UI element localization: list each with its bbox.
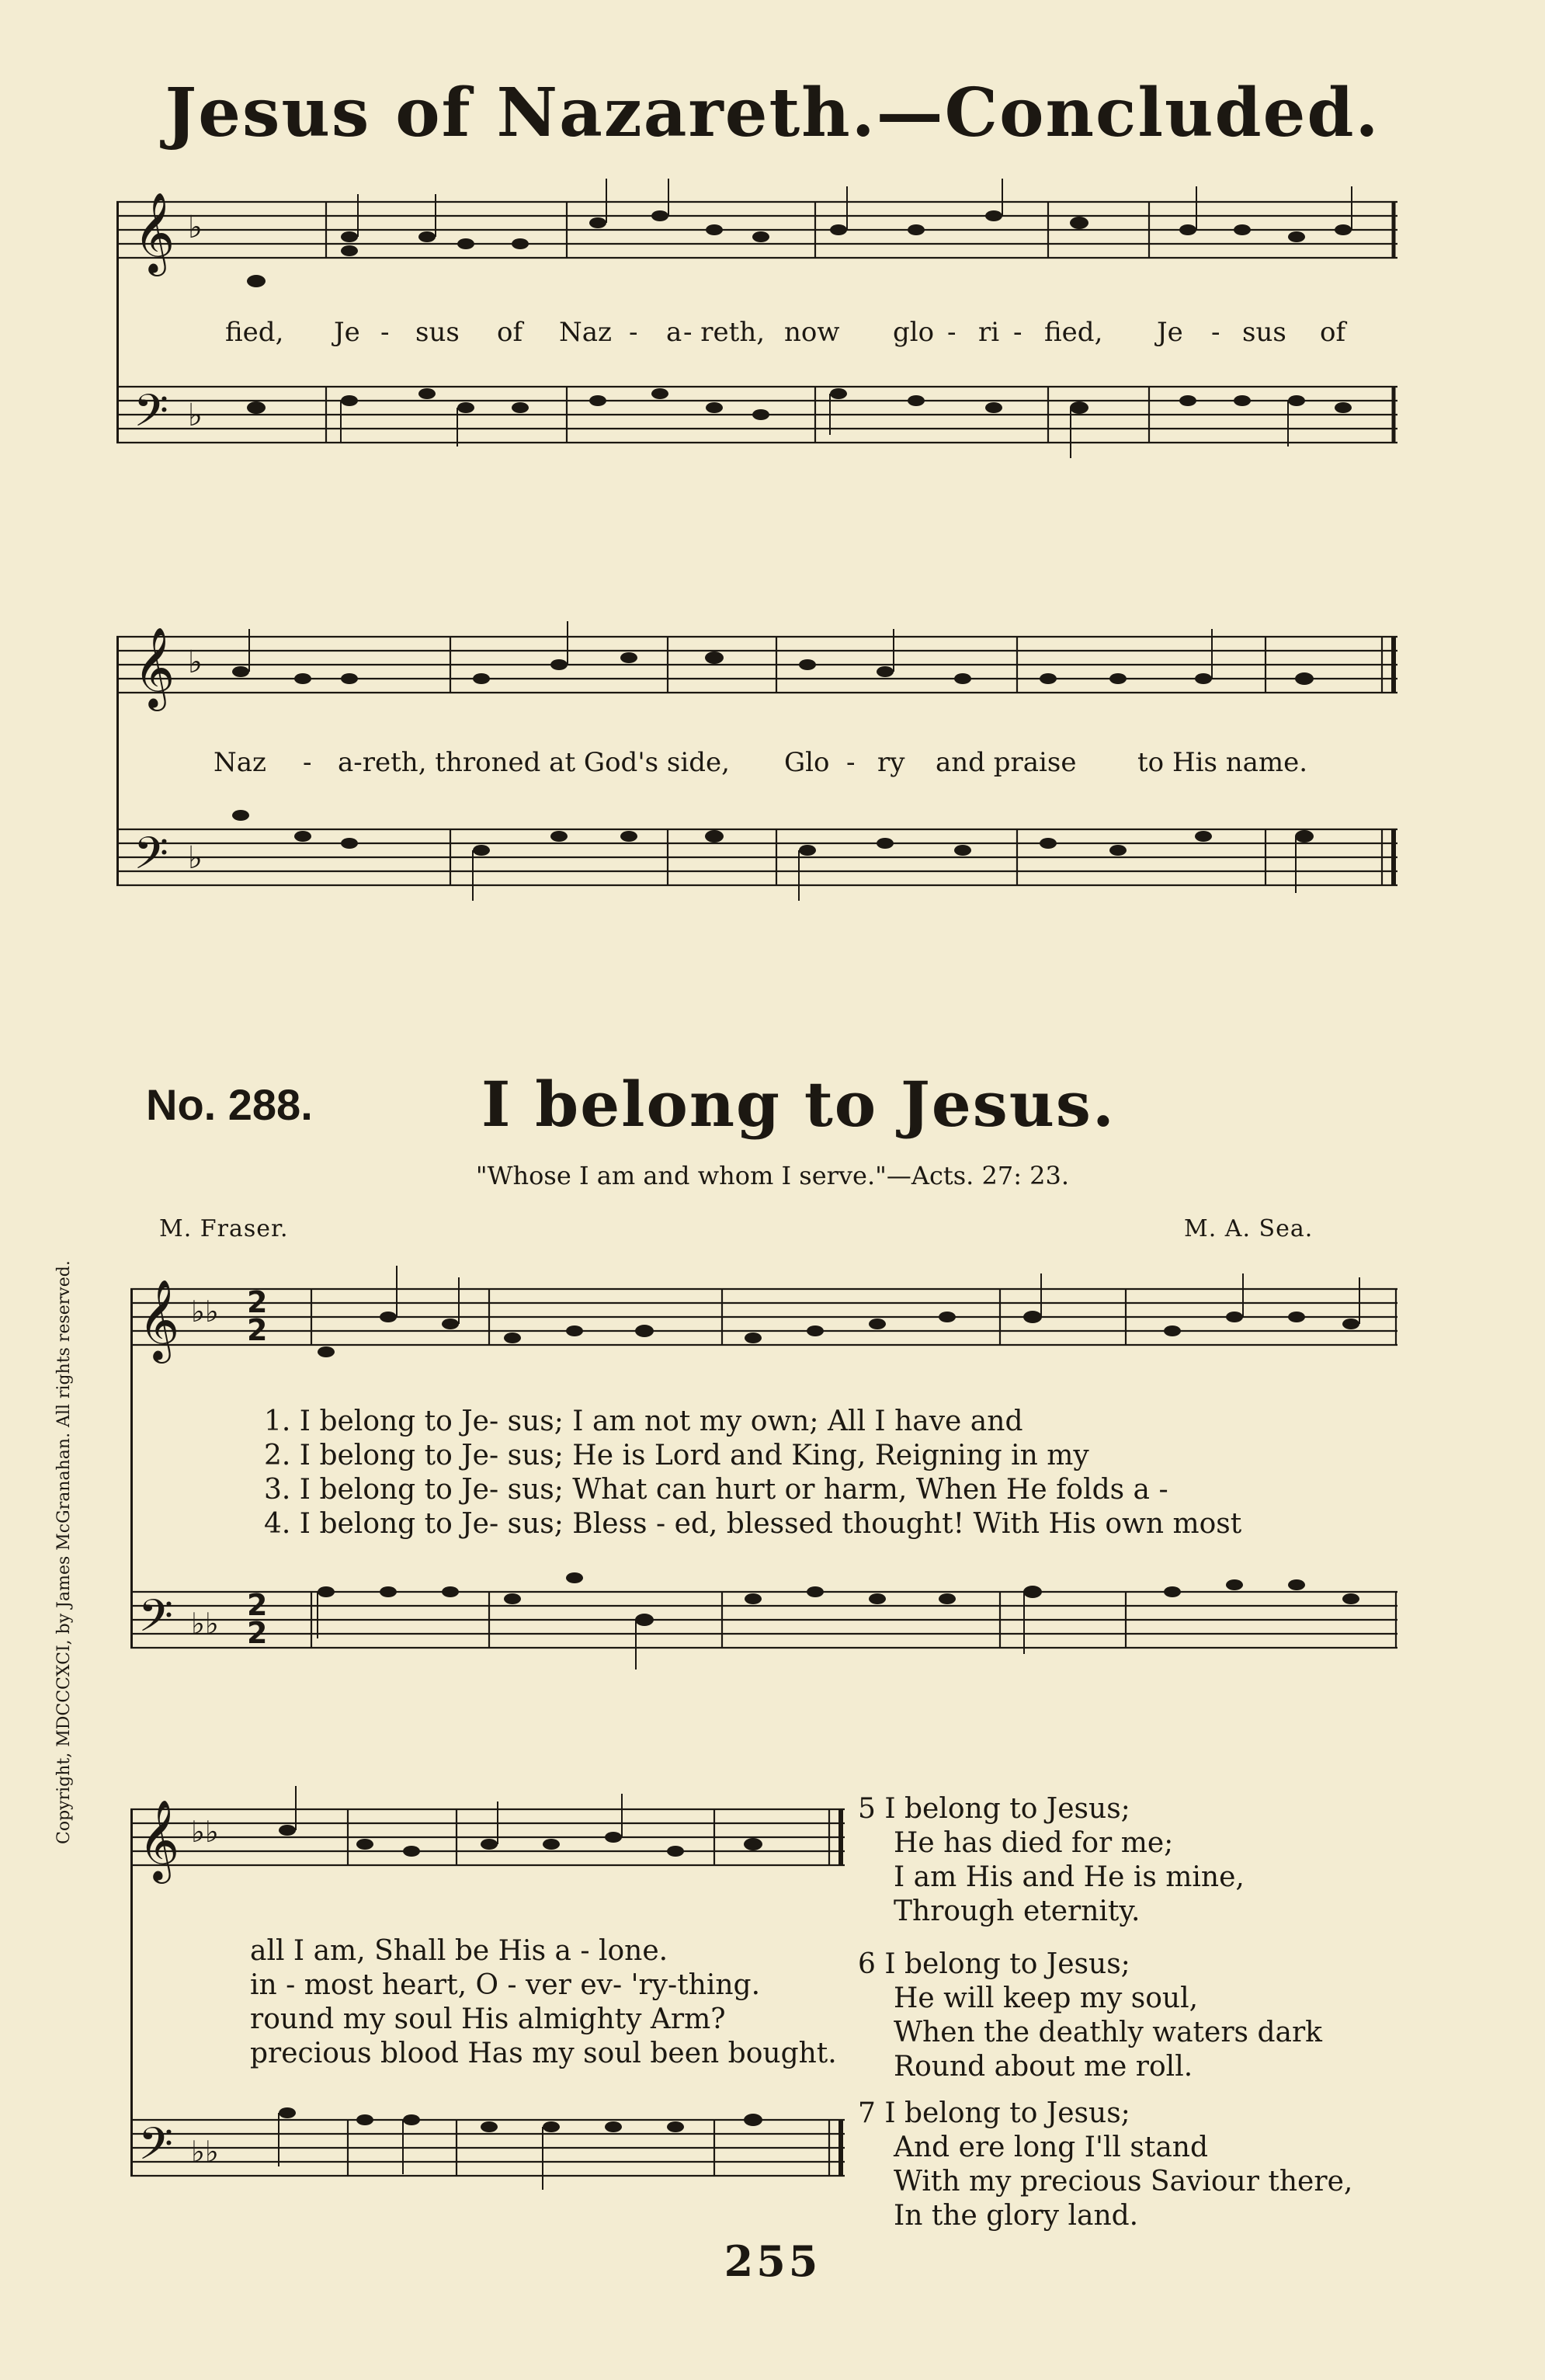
svg-text:𝄞: 𝄞: [134, 627, 175, 708]
words-author: M. Fraser.: [159, 1215, 289, 1242]
svg-text:𝄢: 𝄢: [134, 384, 169, 448]
verse-line-3b: round my soul His almighty Arm?: [250, 2003, 726, 2035]
stanza-7: [858, 2097, 1352, 2233]
stanza-line: He has died for me;: [894, 1827, 1174, 1859]
music-notation: [116, 613, 1397, 955]
verse-line-2b: in - most heart, O - ver ev- 'ry-thing.: [250, 1969, 761, 2001]
stanza-line: When the deathly waters dark: [894, 2017, 1322, 2048]
stanza-6: [858, 1947, 1322, 2084]
lyric-syllable: of: [1320, 317, 1346, 348]
stanza-line: 6 I belong to Jesus;: [858, 1948, 1130, 1980]
copyright-notice: Copyright, MDCCCXCI, by James McGranahan. All rights reserved.: [54, 1260, 74, 1844]
verse-line-1a: 1. I belong to Je- sus; I am not my own; All I have and: [264, 1405, 1023, 1437]
music-composer: M. A. Sea.: [1184, 1215, 1314, 1242]
stanza-line: 5 I belong to Jesus;: [858, 1793, 1130, 1825]
page-number: 255: [724, 2236, 821, 2286]
stanza-5: [858, 1792, 1245, 1929]
svg-text:2: 2: [247, 1285, 268, 1319]
scripture-quote: "Whose I am and whom I serve."—Acts. 27: 23.: [475, 1161, 1070, 1190]
svg-text:𝄞: 𝄞: [138, 1279, 180, 1360]
svg-text:𝄢: 𝄢: [138, 1590, 174, 1653]
svg-text:𝄢: 𝄢: [134, 827, 169, 891]
stanza-line: I am His and He is mine,: [894, 1861, 1245, 1893]
svg-text:𝄢: 𝄢: [138, 2118, 174, 2181]
verse-line-4b: precious blood Has my soul been bought.: [250, 2038, 837, 2069]
stanza-line: And ere long I'll stand: [894, 2132, 1209, 2163]
lyric-syllable: - reth,: [683, 317, 766, 348]
lyric-syllable: -: [947, 317, 957, 348]
section-title: Jesus of Nazareth.—Concluded.: [165, 74, 1380, 152]
lyric-syllable: a-reth, throned at God's side,: [338, 747, 730, 778]
svg-text:𝄞: 𝄞: [138, 1799, 180, 1881]
lyric-syllable: Je: [334, 317, 360, 348]
lyric-syllable: ry: [877, 747, 905, 778]
svg-text:𝄞: 𝄞: [134, 192, 175, 273]
stanza-line: 7 I belong to Jesus;: [858, 2097, 1130, 2129]
stanza-line: In the glory land.: [894, 2200, 1139, 2232]
svg-text:2: 2: [247, 1588, 268, 1622]
staff-system-2: [116, 613, 1397, 955]
lyric-syllable: fied,: [225, 317, 284, 348]
verse-line-1b: all I am, Shall be His a - lone.: [250, 1935, 668, 1967]
stanza-line: Round about me roll.: [894, 2051, 1193, 2083]
hymn-number: No. 288.: [146, 1080, 313, 1129]
lyric-syllable: glo: [893, 317, 935, 348]
svg-text:♭♭: ♭♭: [191, 1294, 219, 1329]
stanza-line: Through eternity.: [894, 1895, 1141, 1927]
verse-line-4a: 4. I belong to Je- sus; Bless - ed, blessed thought! With His own most: [264, 1508, 1242, 1540]
stanza-line: With my precious Saviour there,: [894, 2166, 1353, 2198]
hymn-title: I belong to Jesus.: [481, 1068, 1116, 1141]
svg-text:♭♭: ♭♭: [191, 1815, 219, 1849]
svg-text:♭♭: ♭♭: [191, 2135, 219, 2169]
lyrics-line-1: [0, 317, 1545, 351]
verse-line-2a: 2. I belong to Je- sus; He is Lord and King, Reigning in my: [264, 1440, 1089, 1471]
lyric-syllable: fied,: [1044, 317, 1103, 348]
lyric-syllable: Je: [1157, 317, 1183, 348]
lyric-syllable: of: [497, 317, 523, 348]
svg-text:♭: ♭: [188, 840, 203, 876]
stanza-line: He will keep my soul,: [894, 1982, 1199, 2014]
svg-text:♭♭: ♭♭: [191, 1607, 219, 1641]
lyric-syllable: -: [380, 317, 390, 348]
lyric-syllable: Glo: [784, 747, 830, 778]
svg-text:♭: ♭: [188, 398, 203, 433]
lyric-syllable: -: [629, 317, 638, 348]
lyric-syllable: Naz: [559, 317, 612, 348]
lyric-syllable: -: [303, 747, 312, 778]
lyric-syllable: sus: [1242, 317, 1286, 348]
svg-text:2: 2: [247, 1616, 268, 1650]
lyric-syllable: to His name.: [1137, 747, 1308, 778]
svg-text:♭: ♭: [188, 645, 203, 680]
svg-text:2: 2: [247, 1313, 268, 1347]
lyric-syllable: -: [1013, 317, 1022, 348]
lyric-syllable: Naz: [214, 747, 266, 778]
lyric-syllable: now: [784, 317, 840, 348]
svg-text:♭: ♭: [188, 210, 203, 245]
verse-line-3a: 3. I belong to Je- sus; What can hurt or harm, When He folds a -: [264, 1474, 1168, 1506]
lyric-syllable: -: [1211, 317, 1220, 348]
lyric-syllable: ri: [978, 317, 1000, 348]
lyric-syllable: -: [846, 747, 856, 778]
lyrics-line-2: [0, 747, 1545, 781]
lyric-syllable: sus: [415, 317, 460, 348]
lyric-syllable: and praise: [936, 747, 1077, 778]
lyric-syllable: a: [666, 317, 682, 348]
